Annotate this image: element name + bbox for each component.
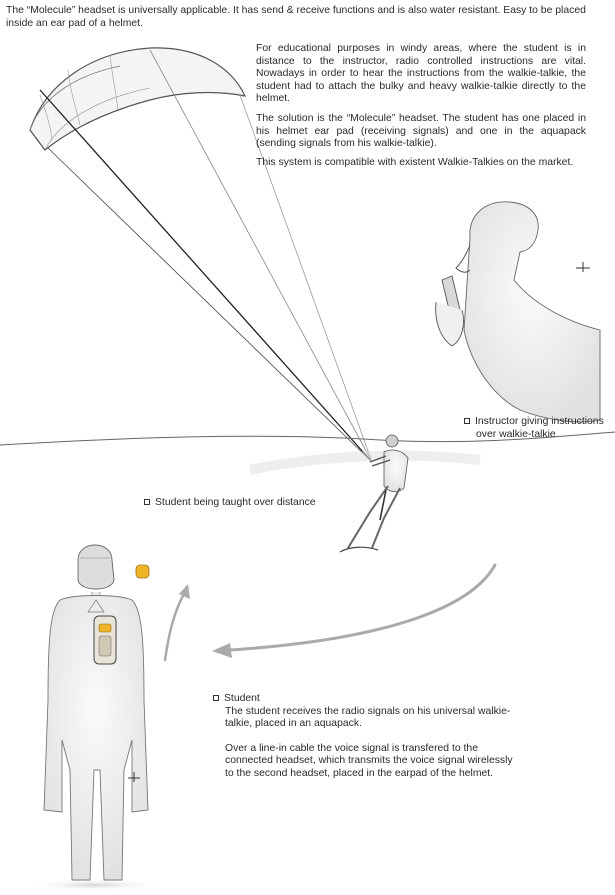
bullet-square-icon: [144, 499, 150, 505]
student-caption-title: Student: [224, 693, 260, 704]
instructor-caption-line2: over walkie-talkie: [476, 428, 556, 440]
instructor-caption-line1: Instructor giving instructions: [475, 416, 604, 427]
student-caption-paragraph-2: Over a line-in cable the voice signal is transfered to the connected headset, which transmits the voice signal wirelessly to the second headset, placed in the earpad of the helmet.: [225, 742, 513, 779]
student-caption-paragraph-1: The student receives the radio signals on his universal walkie-talkie, placed in an aquapack.: [225, 705, 511, 730]
bullet-square-icon: [213, 695, 219, 701]
solution-paragraph: The solution is the “Molecule” headset. The student has one placed in his helmet ear pad (receiving signals) and one in the aquapack (sending signals from his walkie-talkie).: [256, 113, 586, 150]
instructor-caption: [464, 416, 614, 441]
instructor-figure: [436, 202, 600, 422]
distance-caption: [144, 497, 316, 510]
distance-caption-text: Student being taught over distance: [155, 497, 316, 508]
compatibility-paragraph: This system is compatible with existent Walkie-Talkies on the market.: [256, 157, 574, 168]
education-paragraph: For educational purposes in windy areas, where the student is in distance to the instructor, radio controlled instructions are vital. Nowadays in order to hear the instructions from the walkie-talkie, the student had to attach the bulky and heavy walkie-talkie directly to the helmet.: [256, 43, 586, 105]
motion-arrows: [165, 565, 495, 660]
student-caption: [213, 693, 513, 781]
kite-drawing: [30, 48, 245, 150]
headset-icon: [136, 565, 149, 578]
intro-text: The “Molecule” headset is universally applicable. It has send & receive functions and is also water resistant. Easy to be placed inside an ear pad of a helmet.: [6, 5, 586, 29]
student-figure: [25, 545, 165, 891]
bullet-square-icon: [464, 418, 470, 424]
